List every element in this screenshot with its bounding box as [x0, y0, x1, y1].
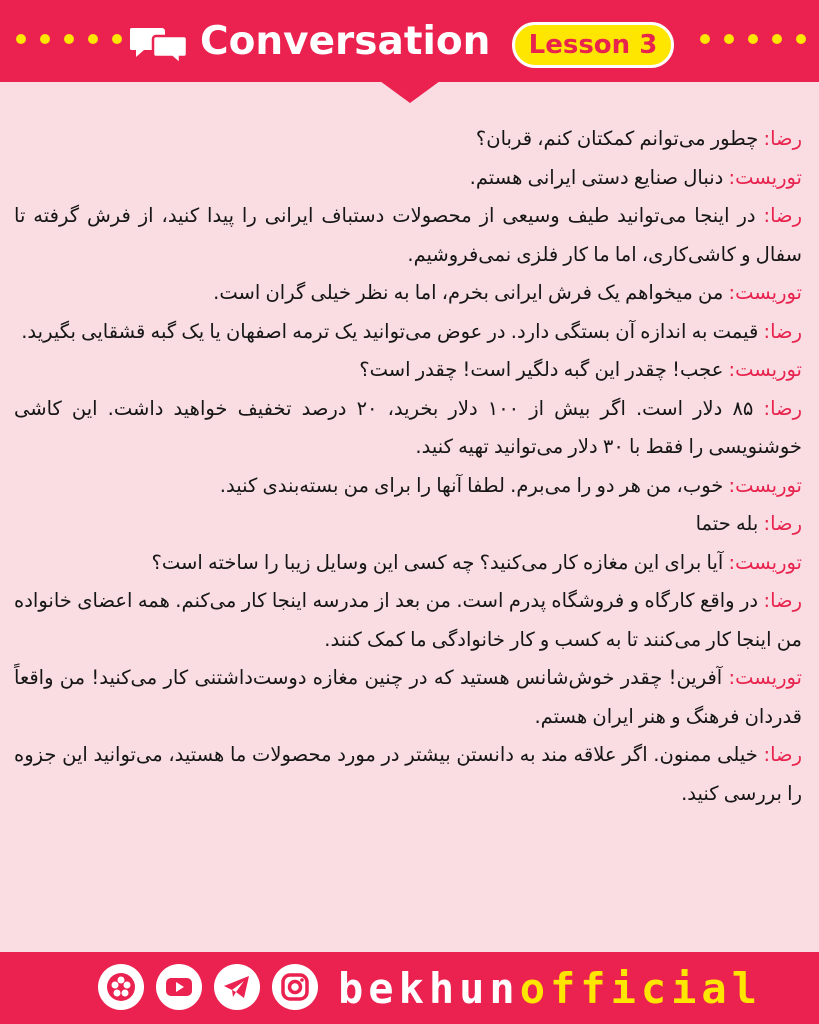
brand-name-part1: bekhun	[338, 964, 520, 1013]
speaker-name: رضا:	[763, 396, 802, 420]
chat-bubbles-icon	[130, 24, 190, 66]
dialogue-text-line: من میخواهم یک فرش ایرانی بخرم، اما به نظر خیلی گران است.	[213, 281, 724, 304]
header-notch	[380, 81, 440, 103]
brand-name	[338, 964, 762, 1014]
dialogue-text-line: دنبال صنایع دستی ایرانی هستم.	[469, 165, 724, 189]
dialogue-text-line: خیلی ممنون. اگر علاقه مند به دانستن بیشتر در مورد محصولات ما هستید، می‌توانید این جزوه را بررسی کنید.	[14, 743, 802, 805]
speaker-name: توریست:	[728, 666, 802, 689]
dialogue-text-line: عجب! چقدر این گبه دلگیر است! چقدر است؟	[359, 358, 724, 381]
dialogue-text-line: ۸۵ دلار است. اگر بیش از ۱۰۰ دلار بخرید، ۲۰ درصد تخفیف خواهید داشت. این کاشی خوشنویسی را فقط با ۳۰ دلار می‌توانید تهیه کنید.	[14, 396, 802, 458]
dialogue-line	[14, 390, 802, 467]
dialogue-line	[14, 544, 802, 583]
decorative-dots-right	[700, 34, 806, 44]
dialogue-text-line: قیمت به اندازه آن بستگی دارد. در عوض می‌توانید یک ترمه اصفهان یا یک گبه قشقایی بگیرید.	[21, 319, 759, 343]
page-title: Conversation	[200, 19, 491, 64]
film-reel-icon[interactable]	[98, 964, 144, 1010]
dialogue-text-line: در اینجا می‌توانید طیف وسیعی از محصولات دستباف ایرانی را پیدا کنید، از فرش گرفته تا سفال و کاشی‌کاری، اما ما کار فلزی نمی‌فروشیم.	[14, 204, 802, 266]
speaker-name: رضا:	[763, 204, 802, 227]
dialogue-line	[14, 313, 802, 352]
speaker-name: توریست:	[728, 165, 802, 189]
speaker-name: رضا:	[763, 319, 802, 343]
instagram-icon[interactable]	[272, 964, 318, 1010]
decorative-dots-left	[16, 34, 122, 44]
speaker-name: رضا:	[763, 127, 802, 150]
dialogue-line	[14, 467, 802, 506]
speaker-name: رضا:	[763, 512, 802, 535]
dialogue-line	[14, 120, 802, 159]
dialogue-text-line: آفرین! چقدر خوش‌شانس هستید که در چنین مغازه دوست‌داشتنی کار می‌کنید! من واقعاً قدردان فرهنگ و هنر ایران هستم.	[14, 666, 802, 728]
dialogue-text	[14, 120, 802, 940]
dialogue-text-line: در واقع کارگاه و فروشگاه پدرم است. من بعد از مدرسه اینجا کار می‌کنم. همه اعضای خانواده من اینجا کار می‌کنند تا به کسب و کار خانوادگی ما کمک کنند.	[14, 589, 802, 651]
speaker-name: رضا:	[763, 589, 802, 612]
speaker-name: توریست:	[728, 473, 802, 497]
dialogue-text-line: چطور می‌توانم کمکتان کنم، قربان؟	[475, 127, 759, 150]
dialogue-line	[14, 736, 802, 813]
dialogue-text-line: آیا برای این مغازه کار می‌کنید؟ چه کسی این وسایل زیبا را ساخته است؟	[151, 550, 724, 574]
dialogue-line	[14, 159, 802, 198]
speaker-name: توریست:	[728, 550, 802, 574]
dialogue-line	[14, 505, 802, 544]
dialogue-line	[14, 351, 802, 390]
speaker-name: توریست:	[728, 281, 802, 304]
dialogue-line	[14, 274, 802, 313]
youtube-icon[interactable]	[156, 964, 202, 1010]
lesson-badge: Lesson 3	[512, 22, 674, 68]
brand-name-part2: official	[519, 964, 763, 1013]
dialogue-text-line: خوب، من هر دو را می‌برم. لطفا آنها را برای من بسته‌بندی کنید.	[219, 473, 724, 497]
speaker-name: توریست:	[728, 358, 802, 381]
dialogue-line	[14, 582, 802, 659]
telegram-icon[interactable]	[214, 964, 260, 1010]
dialogue-text-line: بله حتما	[695, 512, 759, 535]
speaker-name: رضا:	[763, 743, 803, 766]
dialogue-line	[14, 659, 802, 736]
dialogue-line	[14, 197, 802, 274]
